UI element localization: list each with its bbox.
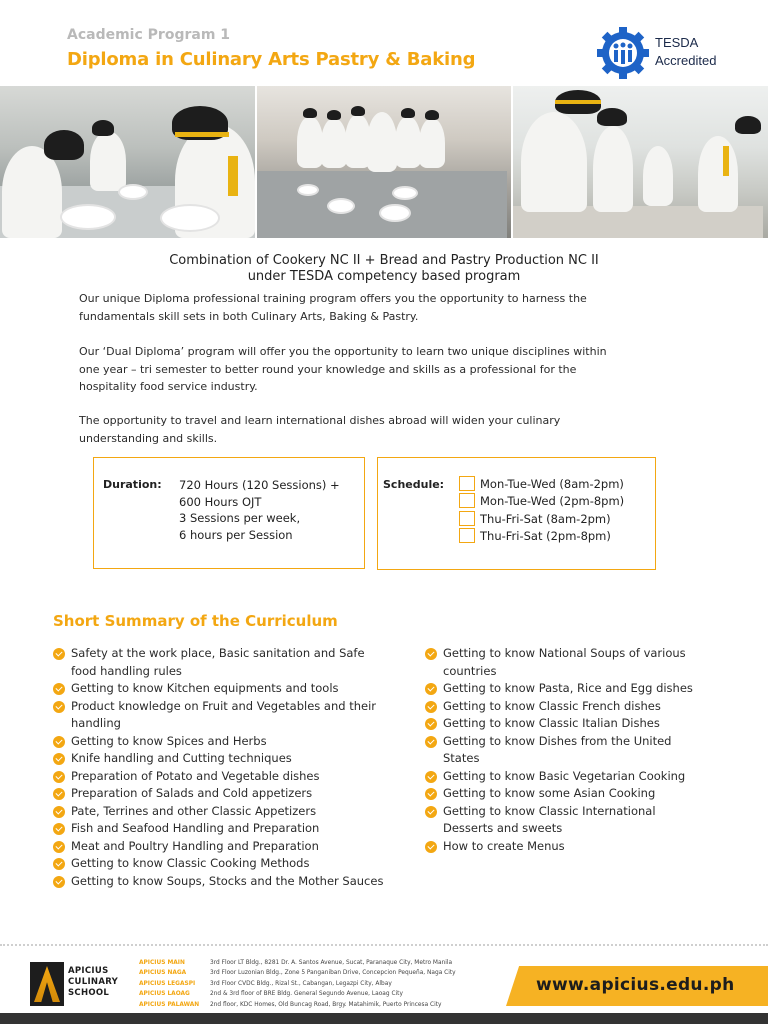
list-item-text: Getting to know Classic Italian Dishes	[443, 716, 660, 730]
list-item-text: Getting to know Classic Cooking Methods	[71, 856, 310, 870]
schedule-checkbox[interactable]	[459, 511, 475, 526]
list-item	[425, 803, 755, 838]
duration-label: Duration:	[103, 478, 162, 491]
schedule-checkbox[interactable]	[459, 493, 475, 508]
check-circle-icon	[425, 718, 437, 730]
list-item-text: Safety at the work place, Basic sanitation and Safe	[71, 646, 365, 660]
photo-class-group	[257, 86, 512, 238]
tesda-label	[655, 34, 716, 70]
check-circle-icon	[425, 771, 437, 783]
tesda-label-line2: Accredited	[655, 53, 717, 68]
schedule-option[interactable]	[459, 510, 611, 527]
list-item	[53, 645, 423, 680]
branch-address: 2nd floor, KDC Homes, Old Buncag Road, Brgy. Matahimik, Puerto Princesa City	[210, 999, 442, 1008]
tesda-label-line1: TESDA	[655, 35, 699, 50]
branch-address: 2nd & 3rd floor of BRE Bldg. General Segundo Avenue, Laoag City	[210, 989, 403, 998]
list-item-text: How to create Menus	[443, 838, 565, 853]
list-item-text: Getting to know Pasta, Rice and Egg dishes	[443, 681, 693, 695]
footer-bar	[0, 1013, 768, 1024]
list-item-text: Pate, Terrines and other Classic Appetizers	[71, 803, 317, 818]
schedule-option-label: Mon-Tue-Wed (2pm-8pm)	[480, 493, 625, 508]
branch-address: 3rd Floor LT Bldg., 8281 Dr. A. Santos Avenue, Sucat, Paranaque City, Metro Manila	[210, 958, 453, 966]
schedule-option[interactable]	[459, 527, 611, 544]
check-circle-icon	[53, 806, 65, 818]
list-item	[53, 785, 423, 803]
schedule-checkbox[interactable]	[459, 528, 475, 543]
list-item-text: Getting to know Soups, Stocks and the Mother Sauces	[71, 873, 384, 888]
list-item-text: Getting to know Dishes from the United	[443, 733, 672, 748]
check-circle-icon	[53, 823, 65, 835]
branch-row	[139, 957, 499, 967]
curriculum-list-left	[53, 645, 423, 890]
footer-divider	[0, 944, 768, 946]
branch-name: APICIUS MAIN	[139, 958, 185, 966]
photo-students-plating	[0, 86, 255, 238]
list-item-text: Getting to know Spices and Herbs	[71, 733, 267, 748]
para-line: The opportunity to travel and learn international dishes abroad will widen your culinary	[79, 414, 561, 427]
branch-address: 3rd Floor Luzonian Bldg., Zone 5 Panganiban Drive, Concepcion Pequeña, Naga City	[210, 968, 456, 977]
list-item	[53, 768, 423, 786]
branch-row	[139, 978, 499, 988]
logo-line: CULINARY	[68, 977, 119, 987]
list-item	[53, 733, 423, 751]
check-circle-icon	[425, 806, 437, 818]
intro-heading-line1: Combination of Cookery NC II + Bread and Pastry Production NC II	[169, 253, 599, 268]
list-item-text: handling	[71, 716, 121, 730]
list-item	[425, 715, 755, 733]
para-line: hospitality food service industry.	[79, 380, 258, 393]
list-item-text: Preparation of Salads and Cold appetizers	[71, 786, 313, 800]
list-item-text: Fish and Seafood Handling and Preparation	[71, 821, 320, 835]
check-circle-icon	[425, 648, 437, 660]
list-item	[53, 750, 423, 768]
para-line: Our unique Diploma professional training program offers you the opportunity to harness the	[79, 292, 587, 305]
duration-line: 3 Sessions per week,	[179, 511, 301, 525]
list-item	[425, 680, 755, 698]
branch-row	[139, 999, 499, 1009]
list-item	[53, 803, 423, 821]
check-circle-icon	[53, 858, 65, 870]
intro-heading-line2: under TESDA competency based program	[247, 269, 521, 284]
check-circle-icon	[425, 736, 437, 748]
branch-row	[139, 967, 499, 977]
program-number: Academic Program 1	[67, 27, 231, 43]
duration-details	[179, 477, 340, 543]
list-item-text: countries	[443, 663, 497, 678]
list-item	[425, 733, 755, 768]
list-item-text: Getting to know Basic Vegetarian Cooking	[443, 768, 686, 783]
curriculum-title: Short Summary of the Curriculum	[53, 612, 338, 630]
schedule-label: Schedule:	[383, 478, 445, 491]
schedule-option[interactable]	[459, 492, 624, 509]
list-item-text: States	[443, 751, 480, 765]
photo-strip	[0, 86, 768, 238]
branch-list	[139, 957, 499, 1009]
para-line: understanding and skills.	[79, 431, 218, 445]
list-item	[425, 768, 755, 786]
branch-name: APICIUS PALAWAN	[139, 999, 200, 1008]
list-item	[425, 838, 755, 856]
branch-address: 3rd Floor CVDC Bldg., Rizal St., Cabangan, Legazpi City, Albay	[210, 978, 392, 987]
list-item	[425, 785, 755, 803]
branch-name: APICIUS LEGASPI	[139, 978, 196, 987]
website-link[interactable]: www.apicius.edu.ph	[536, 975, 735, 995]
page-title: Diploma in Culinary Arts Pastry & Baking	[67, 49, 476, 70]
list-item-text: Product knowledge on Fruit and Vegetables and their	[71, 698, 377, 713]
check-circle-icon	[53, 683, 65, 695]
apicius-logo-icon	[30, 962, 64, 1006]
duration-line: 600 Hours OJT	[179, 494, 262, 509]
curriculum-list-right	[425, 645, 755, 855]
list-item	[53, 838, 423, 856]
intro-paragraph-3	[79, 412, 679, 447]
check-circle-icon	[53, 648, 65, 660]
list-item-text: Getting to know some Asian Cooking	[443, 786, 656, 800]
logo-line: APICIUS	[68, 966, 109, 976]
check-circle-icon	[425, 683, 437, 695]
list-item	[53, 698, 423, 733]
schedule-option-label: Thu-Fri-Sat (2pm-8pm)	[480, 528, 611, 543]
intro-heading	[0, 253, 768, 285]
check-circle-icon	[53, 701, 65, 713]
list-item-text: Desserts and sweets	[443, 821, 563, 835]
schedule-option[interactable]	[459, 475, 624, 492]
list-item	[425, 645, 755, 680]
branch-row	[139, 988, 499, 998]
photo-students-working	[513, 86, 768, 238]
logo-line: SCHOOL	[68, 988, 110, 998]
list-item	[53, 680, 423, 698]
schedule-option-label: Thu-Fri-Sat (8am-2pm)	[480, 511, 611, 526]
check-circle-icon	[425, 841, 437, 853]
list-item	[53, 873, 423, 891]
list-item-text: Meat and Poultry Handling and Preparation	[71, 838, 319, 853]
para-line: fundamentals skill sets in both Culinary Arts, Baking & Pastry.	[79, 309, 419, 323]
list-item-text: Preparation of Potato and Vegetable dishes	[71, 768, 320, 783]
list-item	[425, 698, 755, 716]
branch-name: APICIUS NAGA	[139, 968, 187, 977]
list-item-text: Getting to know Classic International	[443, 803, 656, 818]
intro-paragraph-2	[79, 343, 679, 396]
duration-line: 6 hours per Session	[179, 527, 293, 542]
para-line: Our ‘Dual Diploma’ program will offer you the opportunity to learn two unique disciplines within	[79, 345, 607, 358]
duration-line: 720 Hours (120 Sessions) +	[179, 478, 340, 492]
schedule-option-label: Mon-Tue-Wed (8am-2pm)	[480, 476, 624, 491]
list-item	[53, 820, 423, 838]
check-circle-icon	[53, 771, 65, 783]
intro-paragraph-1	[79, 290, 679, 325]
list-item	[53, 855, 423, 873]
para-line: one year – tri semester to better round your knowledge and skills as a professional for the	[79, 362, 577, 376]
list-item-text: Getting to know Classic French dishes	[443, 698, 661, 713]
list-item-text: Knife handling and Cutting techniques	[71, 751, 292, 765]
list-item-text: food handling rules	[71, 663, 182, 678]
check-circle-icon	[53, 736, 65, 748]
check-circle-icon	[53, 753, 65, 765]
branch-name: APICIUS LAOAG	[139, 989, 190, 998]
tesda-gear-icon	[596, 26, 650, 80]
school-logo[interactable]	[30, 962, 140, 1008]
schedule-checkbox[interactable]	[459, 476, 475, 491]
check-circle-icon	[53, 788, 65, 800]
tesda-badge	[596, 26, 746, 80]
logo-wordmark	[68, 966, 118, 999]
list-item-text: Getting to know Kitchen equipments and tools	[71, 681, 339, 695]
list-item-text: Getting to know National Soups of various	[443, 646, 686, 660]
check-circle-icon	[425, 788, 437, 800]
check-circle-icon	[53, 876, 65, 888]
check-circle-icon	[53, 841, 65, 853]
check-circle-icon	[425, 701, 437, 713]
